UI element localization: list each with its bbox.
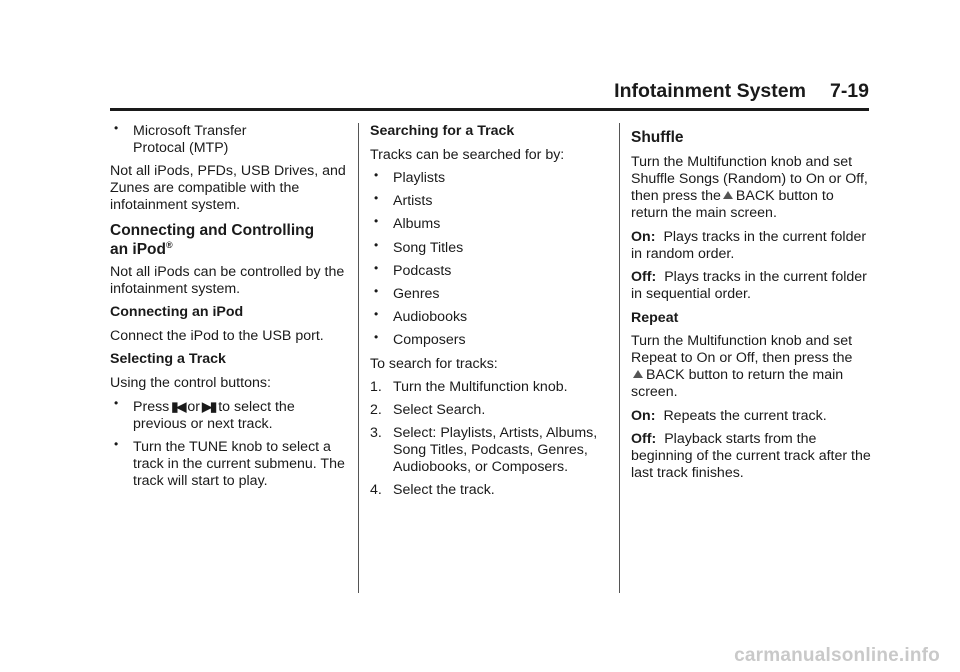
list-item: • Artists [370,193,608,210]
subheading: Searching for a Track [370,123,515,139]
search-category-list [370,170,608,349]
column-divider-2 [619,123,620,593]
column-divider-1 [358,123,359,593]
column-3 [631,123,871,489]
subheading: Selecting a Track [110,351,226,367]
back-icon [723,191,733,199]
paragraph: On: Plays tracks in the current folder in random order. [631,228,867,262]
paragraph: On: Repeats the current track. [631,407,827,424]
list-item: • Song Titles [370,240,608,257]
registered-mark: ® [165,239,173,250]
paragraph: Off: Plays tracks in the current folder in sequential order. [631,269,867,302]
list-item: • Audiobooks [370,309,608,326]
list-item: • Albums [370,216,608,233]
paragraph: Turn the Multifunction knob and set Shuffle Songs (Random) to On or Off, then press the BACK button to return the main screen. [631,154,868,221]
list-item: • Genres [370,286,608,303]
paragraph: Not all iPods can be controlled by the infotainment system. [110,263,345,297]
page-number: 7-19 [829,80,869,102]
paragraph: Using the control buttons: [110,374,271,391]
list-item: • Press ▮◀ or ▶▮ to select the previous or next track. [110,398,350,433]
paragraph: Turn the Multifunction knob and set Repeat to On or Off, then press the BACK button to return the main screen. [631,333,853,400]
paragraph: Connect the iPod to the USB port. [110,327,324,344]
list-item: 4. Select the track. [370,482,495,498]
paragraph: Off: Playback starts from the beginning of the current track after the last track finishes. [631,431,871,481]
list-item: • Turn the TUNE knob to select a track in the current submenu. The track will start to play. [110,439,350,490]
list-item: • Podcasts [370,263,608,280]
list-item: 1. Turn the Multifunction knob. [370,379,568,395]
list-item: 3. Select: Playlists, Artists, Albums, Song Titles, Podcasts, Genres, Audiobooks, or Composers. [370,425,598,475]
previous-track-icon: ▮◀ [171,399,185,414]
format-list [110,123,350,157]
section-heading: Connecting and Controlling an iPod® [110,221,315,258]
list-item: • Playlists [370,170,608,187]
subheading: Repeat [631,309,679,326]
back-icon [633,370,643,378]
list-item: • Composers [370,332,608,349]
column-1 [110,123,350,496]
section-heading: Shuffle [631,129,684,146]
next-track-icon: ▶▮ [202,399,216,414]
paragraph: Tracks can be searched for by: [370,146,565,163]
list-item: 2. Select Search. [370,402,486,418]
list-item: • Microsoft Transfer Protocal (MTP) [110,123,350,157]
paragraph: Not all iPods, PFDs, USB Drives, and Zunes are compatible with the infotainment system. [110,163,346,213]
paragraph: To search for tracks: [370,355,498,372]
section-title: Infotainment System [614,80,806,102]
subheading: Connecting an iPod [110,304,244,320]
page-header [110,80,869,111]
column-2 [370,123,608,505]
step-list [370,379,608,499]
control-list [110,398,350,490]
watermark: carmanualsonline.info [734,645,940,666]
